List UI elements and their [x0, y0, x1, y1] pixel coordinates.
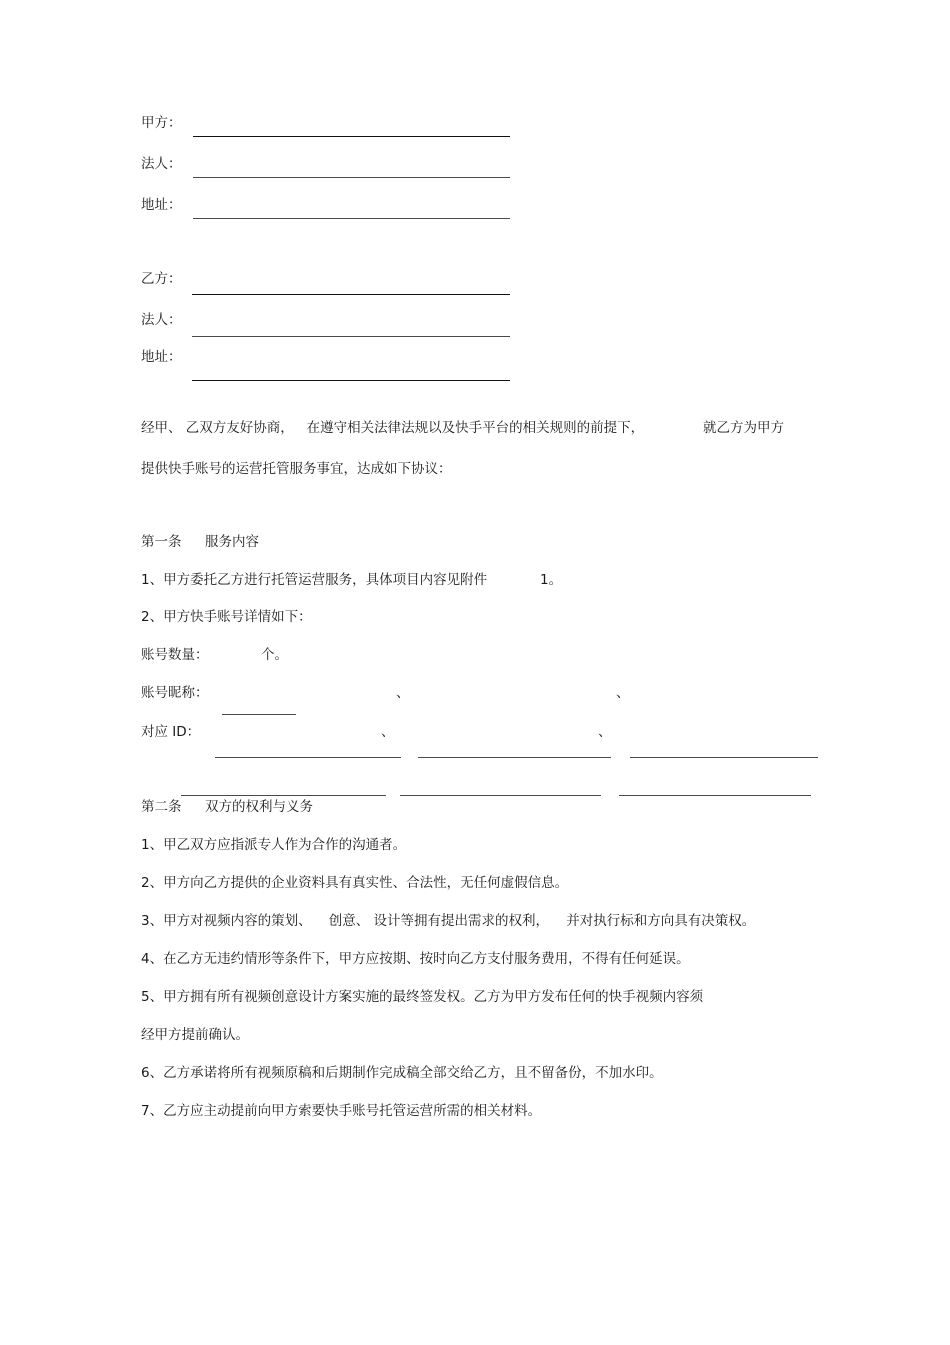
party-a-name-underline[interactable]	[193, 136, 510, 137]
party-b-name-label: 乙方：	[141, 271, 182, 287]
account-id-underline-6[interactable]	[619, 795, 811, 796]
section-1-title: 服务内容	[205, 534, 259, 550]
preamble-line-2: 提供快手账号的运营托管服务事宜，达成如下协议：	[141, 461, 452, 477]
party-a-legal-rep-label: 法人：	[141, 156, 182, 172]
section-2-item-2: 2、甲方向乙方提供的企业资料具有真实性、合法性，无任何虚假信息。	[141, 875, 569, 891]
account-id-underline-4[interactable]	[181, 795, 386, 796]
section-2-title: 双方的权利与义务	[205, 799, 313, 815]
account-id-separator-1: 、	[381, 724, 395, 740]
party-b-address-underline[interactable]	[192, 380, 510, 381]
section-1-item-1-tail: 1。	[540, 572, 563, 588]
account-nickname-label: 账号昵称：	[141, 685, 209, 701]
account-nickname-separator-2: 、	[616, 685, 630, 701]
section-2-item-5: 5、甲方拥有所有视频创意设计方案实施的最终签发权。乙方为甲方发布任何的快手视频内容须	[141, 989, 704, 1005]
section-2-item-6: 6、乙方承诺将所有视频原稿和后期制作完成稿全部交给乙方，且不留备份，不加水印。	[141, 1065, 663, 1081]
section-1-item-2: 2、甲方快手账号详情如下：	[141, 609, 312, 625]
section-2-number: 第二条	[141, 799, 182, 815]
party-a-name-label: 甲方：	[141, 115, 182, 131]
section-2-item-1: 1、甲乙双方应指派专人作为合作的沟通者。	[141, 837, 407, 853]
party-a-address-underline[interactable]	[193, 218, 510, 219]
preamble-line-1-tail: 就乙方为甲方	[703, 420, 784, 436]
section-2-item-5-continued: 经甲方提前确认。	[141, 1027, 249, 1043]
section-1-item-1: 1、甲方委托乙方进行托管运营服务，具体项目内容见附件	[141, 572, 488, 588]
party-a-address-label: 地址：	[141, 197, 182, 213]
section-2-item-4: 4、在乙方无违约情形等条件下，甲方应按期、按时向乙方支付服务费用，不得有任何延误。	[141, 951, 690, 967]
account-id-underline-1[interactable]	[215, 757, 401, 758]
account-id-underline-3[interactable]	[630, 757, 818, 758]
party-a-legal-rep-underline[interactable]	[193, 177, 510, 178]
account-id-underline-5[interactable]	[400, 795, 601, 796]
account-id-separator-2: 、	[598, 724, 612, 740]
account-id-label: 对应 ID：	[141, 724, 201, 740]
account-id-underline-2[interactable]	[418, 757, 611, 758]
party-b-legal-rep-underline[interactable]	[192, 336, 510, 337]
party-b-name-underline[interactable]	[192, 294, 510, 295]
section-2-item-3: 3、甲方对视频内容的策划、 创意、 设计等拥有提出需求的权利， 并对执行标和方向具有决策权。	[141, 913, 756, 929]
account-count-label: 账号数量：	[141, 647, 209, 663]
account-nickname-underline[interactable]	[222, 714, 296, 715]
preamble-line-1: 经甲、 乙双方友好协商， 在遵守相关法律法规以及快手平台的相关规则的前提下，	[141, 420, 645, 436]
account-nickname-separator-1: 、	[396, 685, 410, 701]
section-2-item-7: 7、乙方应主动提前向甲方索要快手账号托管运营所需的相关材料。	[141, 1103, 542, 1119]
account-count-unit: 个。	[261, 647, 288, 663]
party-b-legal-rep-label: 法人：	[141, 312, 182, 328]
section-1-number: 第一条	[141, 534, 182, 550]
party-b-address-label: 地址：	[141, 349, 182, 365]
